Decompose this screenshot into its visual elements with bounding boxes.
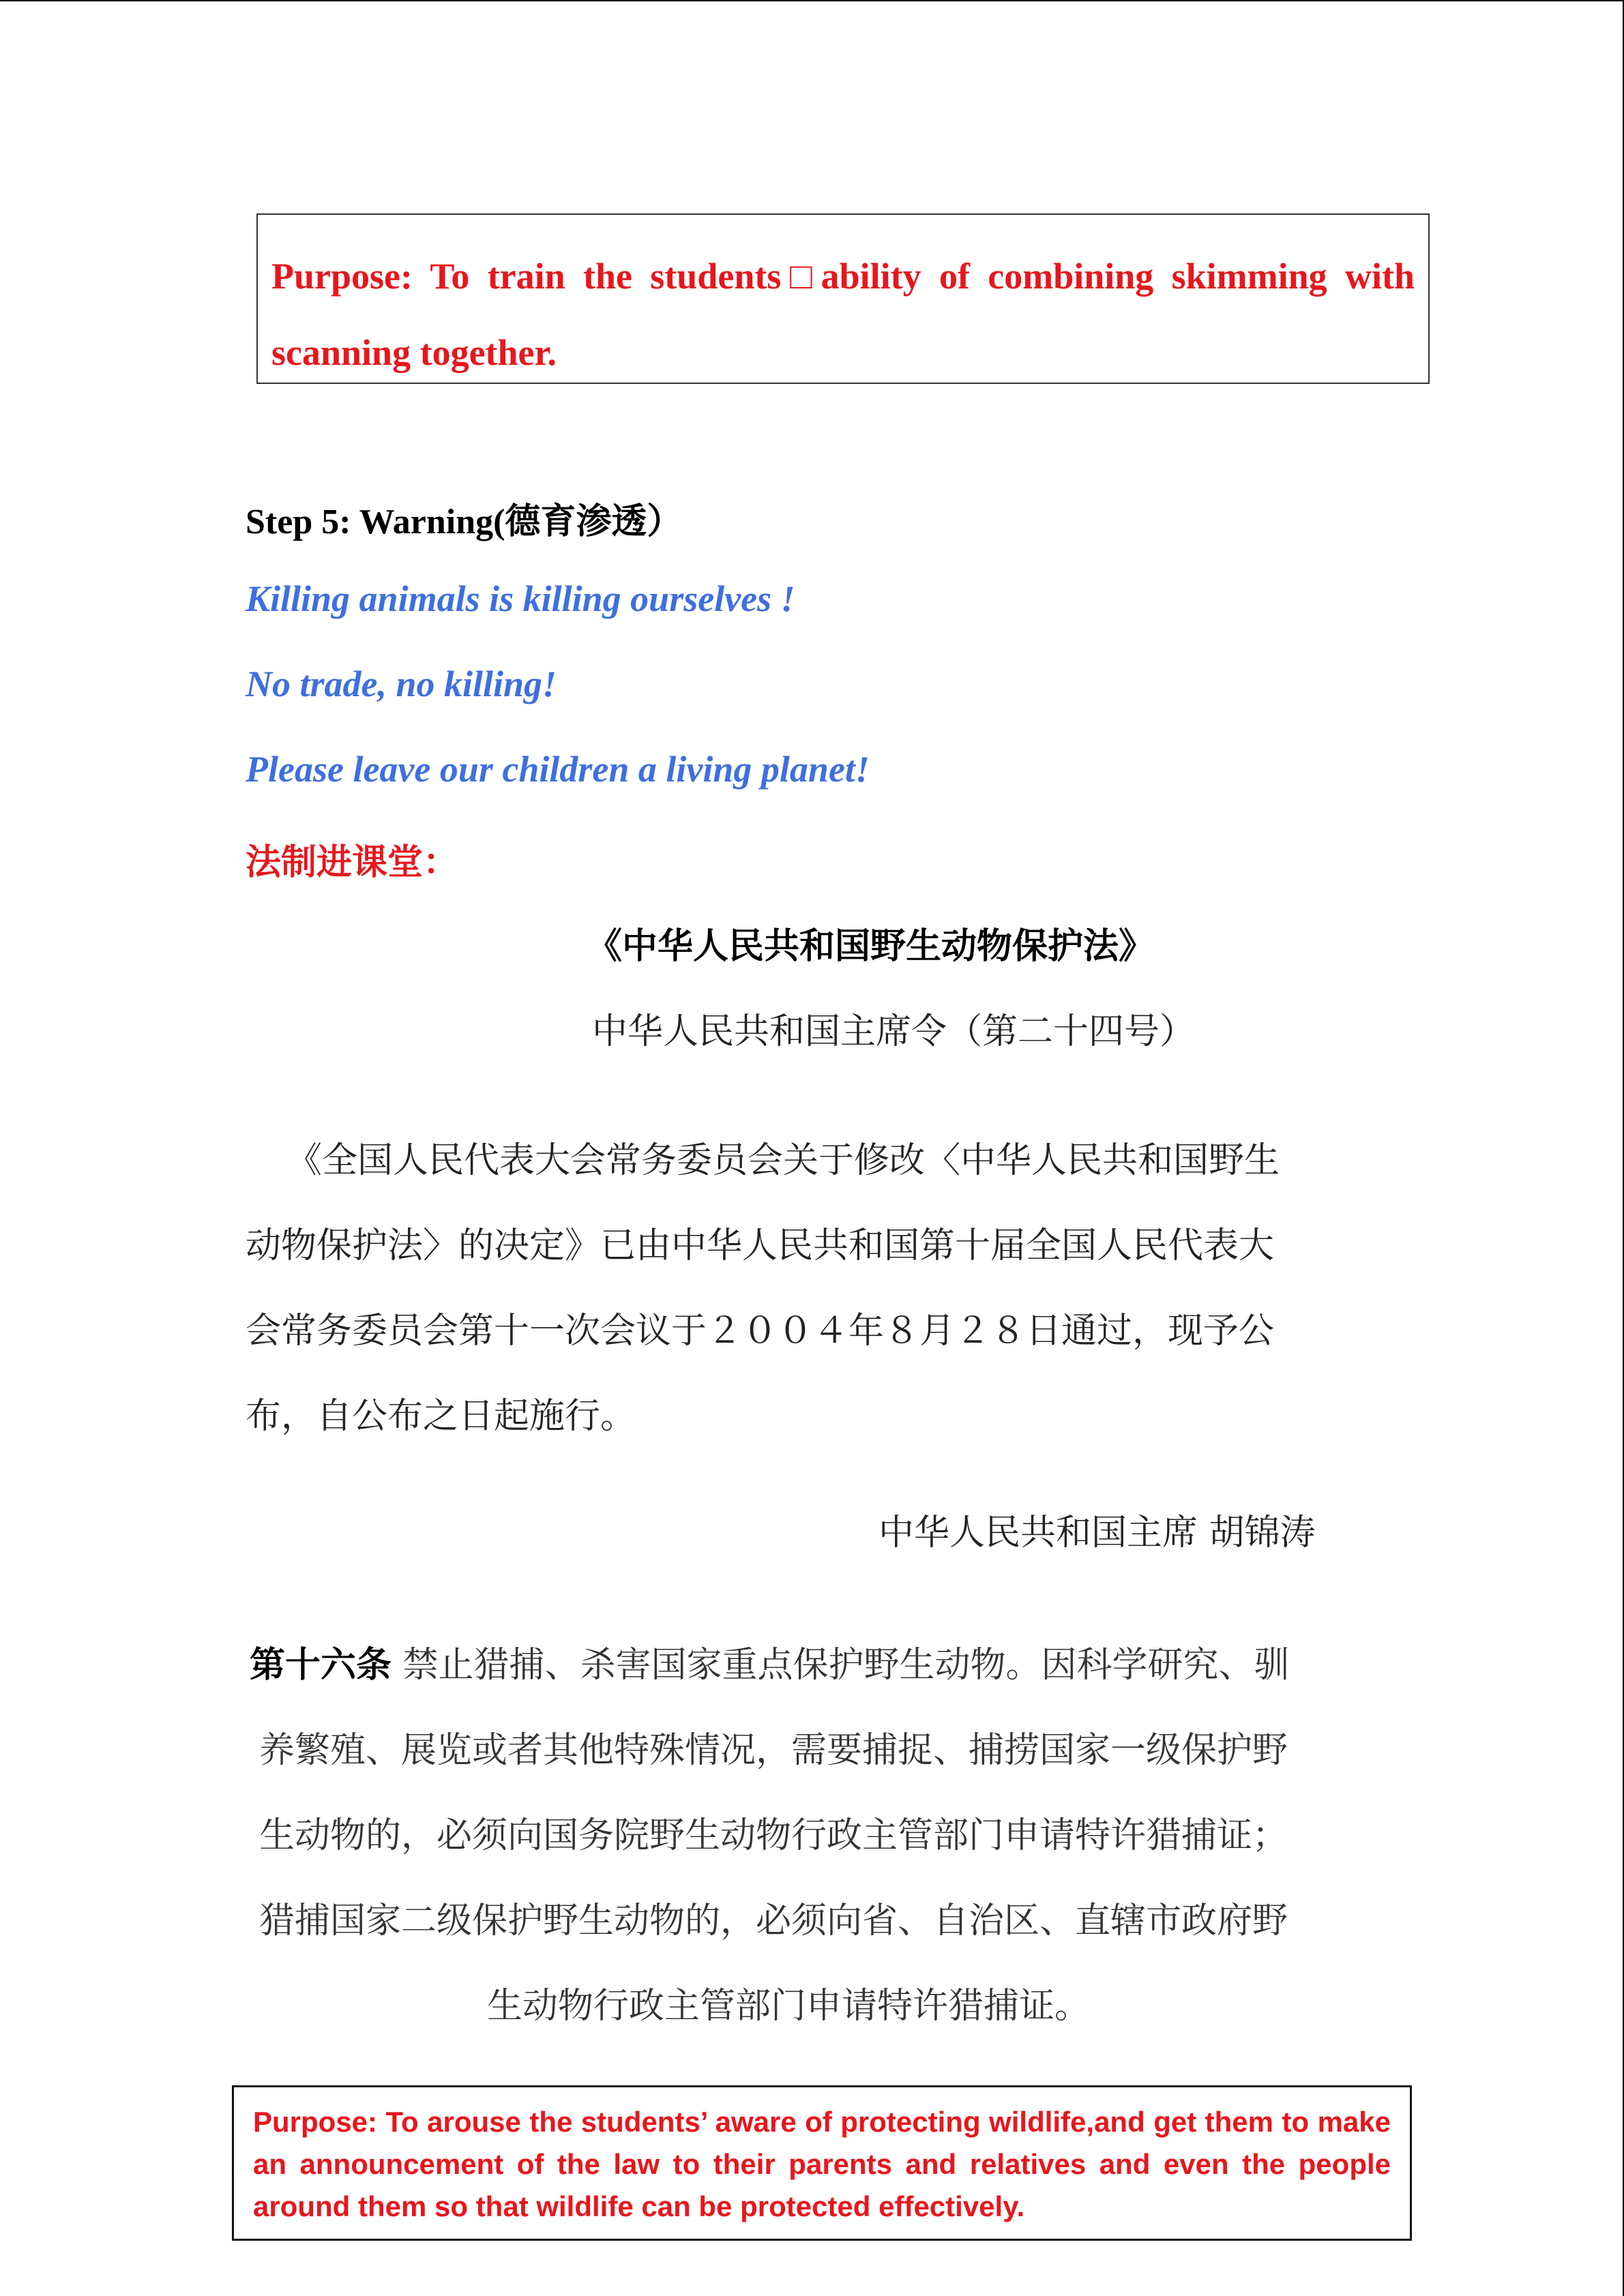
- article-line: 养繁殖、展览或者其他特殊情况，需要捕捉、捕捞国家一级保护野: [259, 1730, 1288, 1771]
- slogan-3: Please leave our children a living planet!: [246, 749, 870, 790]
- paragraph-line: 《全国人民代表大会常务委员会关于修改〈中华人民共和国野生: [286, 1140, 1280, 1181]
- article-last-line: 生动物行政主管部门申请特许猎捕证。: [487, 1986, 1091, 2027]
- step5-heading: Step 5: Warning(德育渗透）: [246, 503, 683, 541]
- article-label: 第十六条: [250, 1645, 392, 1686]
- law-section-label: 法制进课堂：: [246, 842, 459, 883]
- purpose-box-skimming: [256, 213, 1430, 384]
- president-signature: 中华人民共和国主席 胡锦涛: [879, 1512, 1316, 1553]
- purpose-box-wildlife: [232, 2085, 1412, 2241]
- decree-number: 中华人民共和国主席令（第二十四号）: [592, 1011, 1196, 1052]
- paragraph-line: 动物保护法〉的决定》已由中华人民共和国第十届全国人民代表大: [246, 1225, 1275, 1266]
- article-line: 生动物的，必须向国务院野生动物行政主管部门申请特许猎捕证；: [259, 1815, 1288, 1856]
- paragraph-line: 布，自公布之日起施行。: [246, 1396, 636, 1437]
- article-line: 禁止猎捕、杀害国家重点保护野生动物。因科学研究、驯: [392, 1645, 1290, 1686]
- slogan-1: Killing animals is killing ourselves !: [246, 578, 795, 619]
- paragraph-line: 会常务委员会第十一次会议于２００４年８月２８日通过，现予公: [246, 1311, 1275, 1352]
- purpose-line-1: Purpose: To train the students□ability of combining skimming with: [271, 256, 1415, 297]
- article-16: [250, 1623, 1382, 2049]
- decree-paragraph: [246, 1118, 1354, 1459]
- purpose-line-2: scanning together.: [271, 332, 557, 373]
- article-line: 猎捕国家二级保护野生动物的，必须向省、自治区、直辖市政府野: [259, 1900, 1288, 1941]
- article-first-row: [250, 1623, 1382, 1708]
- purpose-wildlife-text: Purpose: To arouse the students’ aware of protecting wildlife,and get them to make an announcement of the law to their parents and relatives and even the people around them so that wildlife can be protected effectively.: [253, 2106, 1391, 2222]
- slogan-2: No trade, no killing!: [246, 664, 557, 704]
- law-title: 《中华人民共和国野生动物保护法》: [587, 926, 1155, 967]
- page-border-top: [0, 0, 1624, 1]
